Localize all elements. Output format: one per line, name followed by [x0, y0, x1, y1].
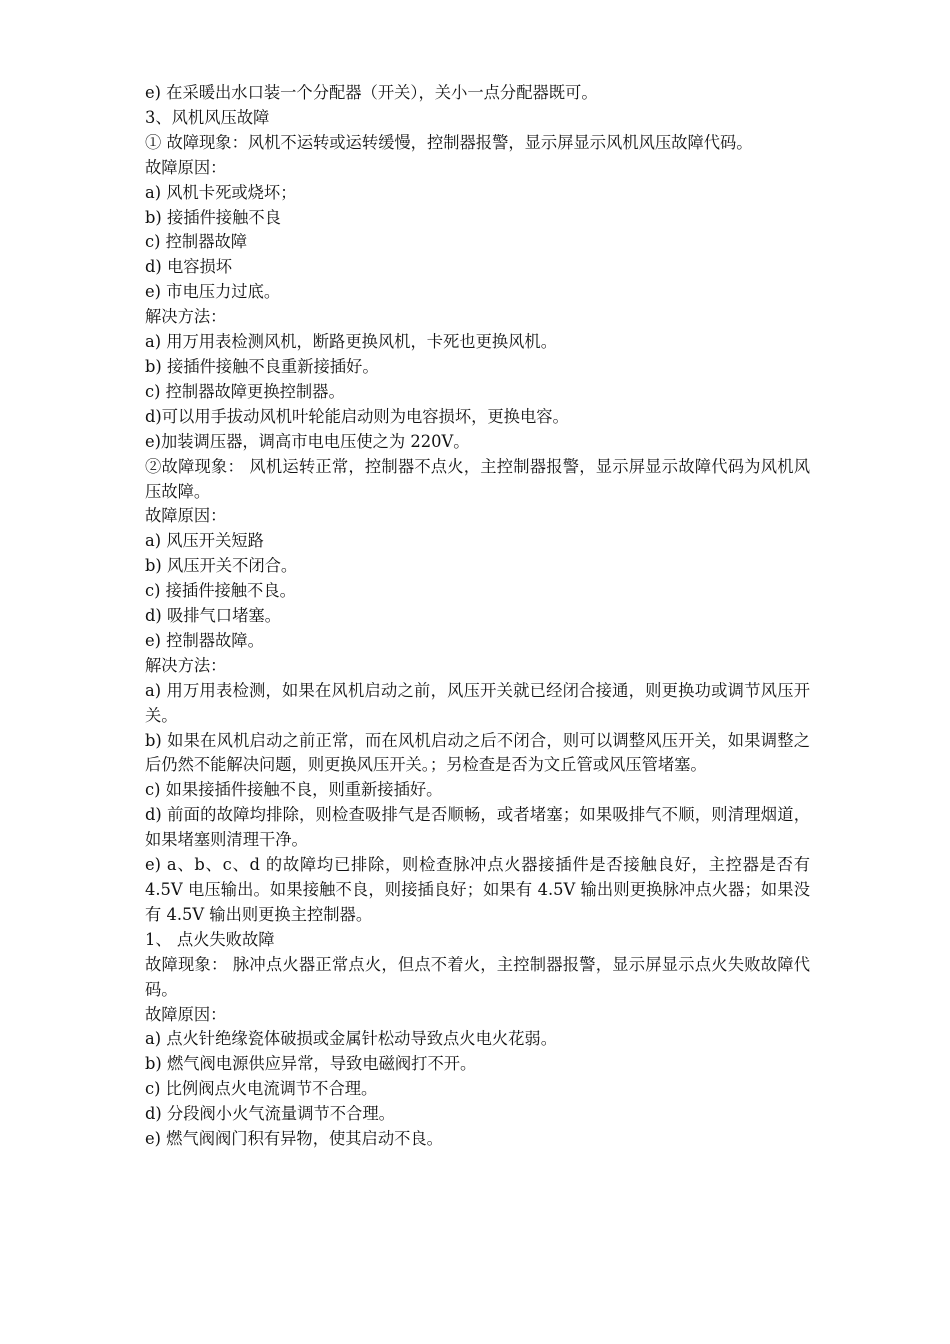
list-item: a) 点火针绝缘瓷体破损或金属针松动导致点火电火花弱。	[145, 1029, 557, 1049]
list-item: b) 接插件接触不良重新接插好。	[145, 356, 379, 376]
subsection-label: 故障原因：	[145, 1004, 227, 1024]
list-item: c) 控制器故障更换控制器。	[145, 381, 345, 401]
fault-symptom: ②故障现象： 风机运转正常，控制器不点火，主控制器报警，显示屏显示故障代码为风机风压故障。	[145, 456, 810, 501]
list-item: b) 风压开关不闭合。	[145, 556, 298, 576]
list-item: c) 控制器故障	[145, 232, 248, 252]
subsection-label: 故障原因：	[145, 157, 227, 177]
list-item: d) 前面的故障均排除，则检查吸排气是否顺畅，或者堵塞；如果吸排气不顺，则清理烟道，如果堵塞则清理干净。	[145, 805, 810, 850]
list-item: c) 如果接插件接触不良，则重新接插好。	[145, 780, 443, 800]
subsection-label: 解决方法：	[145, 307, 227, 327]
section-heading: 1、 点火失败故障	[145, 929, 275, 949]
list-item: a) 用万用表检测，如果在风机启动之前，风压开关就已经闭合接通，则更换功或调节风压开关。	[145, 680, 810, 725]
section-heading: 3、风机风压故障	[145, 107, 270, 127]
text-line: e) 在采暖出水口装一个分配器（开关），关小一点分配器既可。	[145, 83, 598, 102]
list-item: d)可以用手拔动风机叶轮能启动则为电容损坏，更换电容。	[145, 406, 569, 426]
list-item: a) 风压开关短路	[145, 531, 264, 551]
list-item: a) 风机卡死或烧坏；	[145, 182, 297, 202]
list-item: d) 吸排气口堵塞。	[145, 606, 281, 626]
list-item: e) 市电压力过底。	[145, 282, 281, 302]
fault-symptom: 故障现象： 脉冲点火器正常点火，但点不着火，主控制器报警，显示屏显示点火失败故障代码。	[145, 954, 810, 999]
subsection-label: 故障原因：	[145, 506, 227, 526]
fault-symptom: ① 故障现象：风机不运转或运转缓慢，控制器报警，显示屏显示风机风压故障代码。	[145, 132, 753, 152]
list-item: b) 如果在风机启动之前正常，而在风机启动之后不闭合，则可以调整风压开关，如果调整之后仍然不能解决问题，则更换风压开关。；另检查是否为文丘管或风压管堵塞。	[145, 730, 810, 775]
list-item: b) 接插件接触不良	[145, 207, 281, 227]
list-item: d) 分段阀小火气流量调节不合理。	[145, 1104, 395, 1124]
list-item: d) 电容损坏	[145, 257, 233, 277]
list-item: e) 控制器故障。	[145, 630, 264, 650]
document-page	[145, 81, 810, 1152]
list-item: c) 比例阀点火电流调节不合理。	[145, 1079, 378, 1099]
list-item: a) 用万用表检测风机，断路更换风机，卡死也更换风机。	[145, 332, 557, 352]
list-item: e)加装调压器，调高市电电压使之为 220V。	[145, 431, 470, 451]
list-item: e) 燃气阀阀门积有异物，使其启动不良。	[145, 1129, 443, 1149]
list-item: e) a、b、c、d 的故障均已排除，则检查脉冲点火器接插件是否接触良好，主控器是否有 4.5V 电压输出。如果接触不良，则接插良好；如果有 4.5V 输出则更换脉冲点火器；如果没有 4.5V 输出则更换主控制器。	[145, 855, 810, 924]
subsection-label: 解决方法：	[145, 655, 227, 675]
list-item: b) 燃气阀电源供应异常，导致电磁阀打不开。	[145, 1054, 477, 1074]
list-item: c) 接插件接触不良。	[145, 581, 296, 601]
